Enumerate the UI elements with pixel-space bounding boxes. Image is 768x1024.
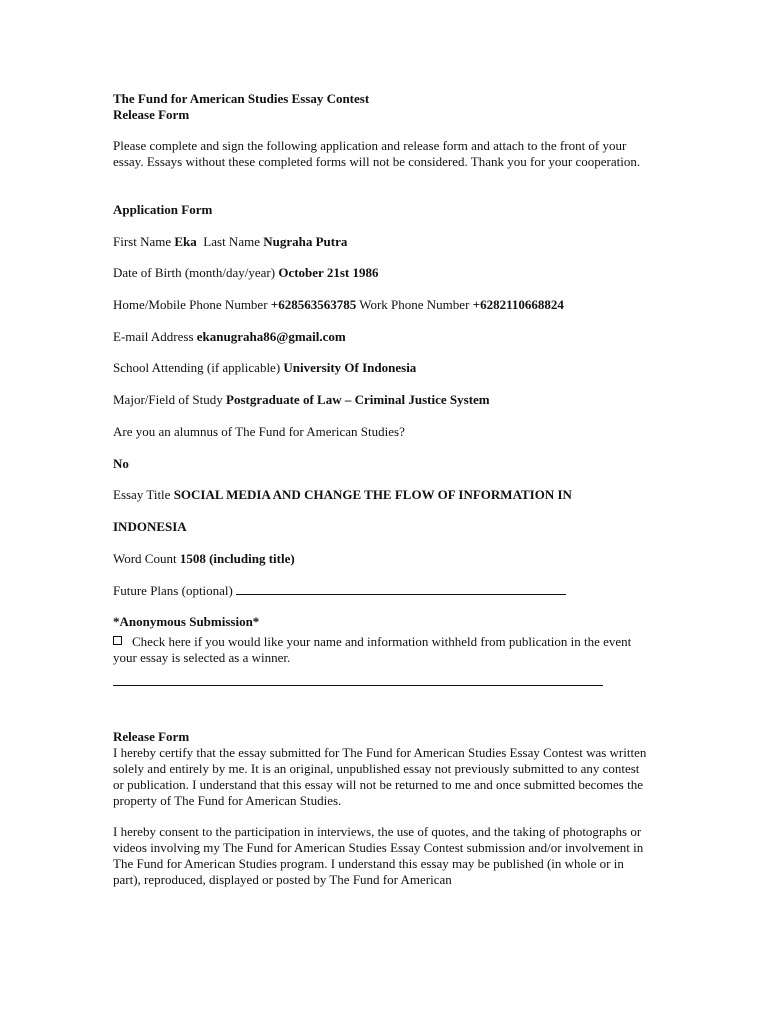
anonymous-checkbox-row [113,634,653,666]
email-value: ekanugraha86@gmail.com [196,329,346,344]
phone-row [113,297,564,313]
anonymous-checkbox-text: Check here if you would like your name and information withheld from publication in the event your essay is selected as a winner. [113,634,632,665]
dob-label: Date of Birth (month/day/year) [113,265,276,280]
school-row [113,360,416,376]
alumnus-answer: No [113,456,129,471]
dob-row [113,265,378,281]
major-label: Major/Field of Study [113,392,223,407]
essay-title-value-line2: INDONESIA [113,519,187,534]
essay-title-value-line1: SOCIAL MEDIA AND CHANGE THE FLOW OF INFORMATION IN [173,487,572,502]
dob-value: October 21st 1986 [278,265,379,280]
release-heading: Release Form [113,729,190,744]
anonymous-checkbox[interactable] [113,636,122,645]
last-name-label: Last Name [203,234,260,249]
last-name-value: Nugraha Putra [263,234,348,249]
anonymous-heading: *Anonymous Submission* [113,614,260,629]
essay-title-label: Essay Title [113,487,171,502]
school-value: University Of Indonesia [283,360,417,375]
home-phone-value: +628563563785 [270,297,357,312]
school-label: School Attending (if applicable) [113,360,281,375]
intro-paragraph: Please complete and sign the following application and release form and attach to the front of your essay. Essays without these completed forms will not be considered. Thank you for your cooperation. [113,138,641,169]
future-plans-row [113,582,566,599]
email-row [113,329,346,345]
application-heading: Application Form [113,202,213,217]
email-label: E-mail Address [113,329,194,344]
major-value: Postgraduate of Law – Criminal Justice System [226,392,490,407]
work-phone-label: Work Phone Number [359,297,470,312]
alumnus-question: Are you an alumnus of The Fund for American Studies? [113,424,405,439]
home-phone-label: Home/Mobile Phone Number [113,297,268,312]
document-title: The Fund for American Studies Essay Contest [113,91,370,106]
future-plans-label: Future Plans (optional) [113,583,233,598]
release-paragraph-2: I hereby consent to the participation in interviews, the use of quotes, and the taking of photographs or videos involving my The Fund for American Studies Essay Contest submission and/or involvement in The Fund for American Studies program. I understand this essay may be published (in whole or in part), reproduced, displayed or posted by The Fund for American [113,824,644,887]
word-count-row [113,551,295,567]
major-row [113,392,490,408]
document-subtitle: Release Form [113,107,190,122]
work-phone-value: +6282110668824 [472,297,564,312]
word-count-label: Word Count [113,551,177,566]
future-plans-input-line[interactable] [236,582,566,595]
name-row [113,234,347,250]
signature-line [113,685,603,686]
first-name-label: First Name [113,234,172,249]
word-count-value: 1508 (including title) [179,551,295,566]
essay-title-row [113,487,572,503]
first-name-value: Eka [174,234,197,249]
release-paragraph-1: I hereby certify that the essay submitted for The Fund for American Studies Essay Contest was written solely and entirely by me. It is an original, unpublished essay not previously submitted to any contest or publication. I understand that this essay will not be returned to me and once submitted becomes the property of The Fund for American Studies. [113,745,647,808]
